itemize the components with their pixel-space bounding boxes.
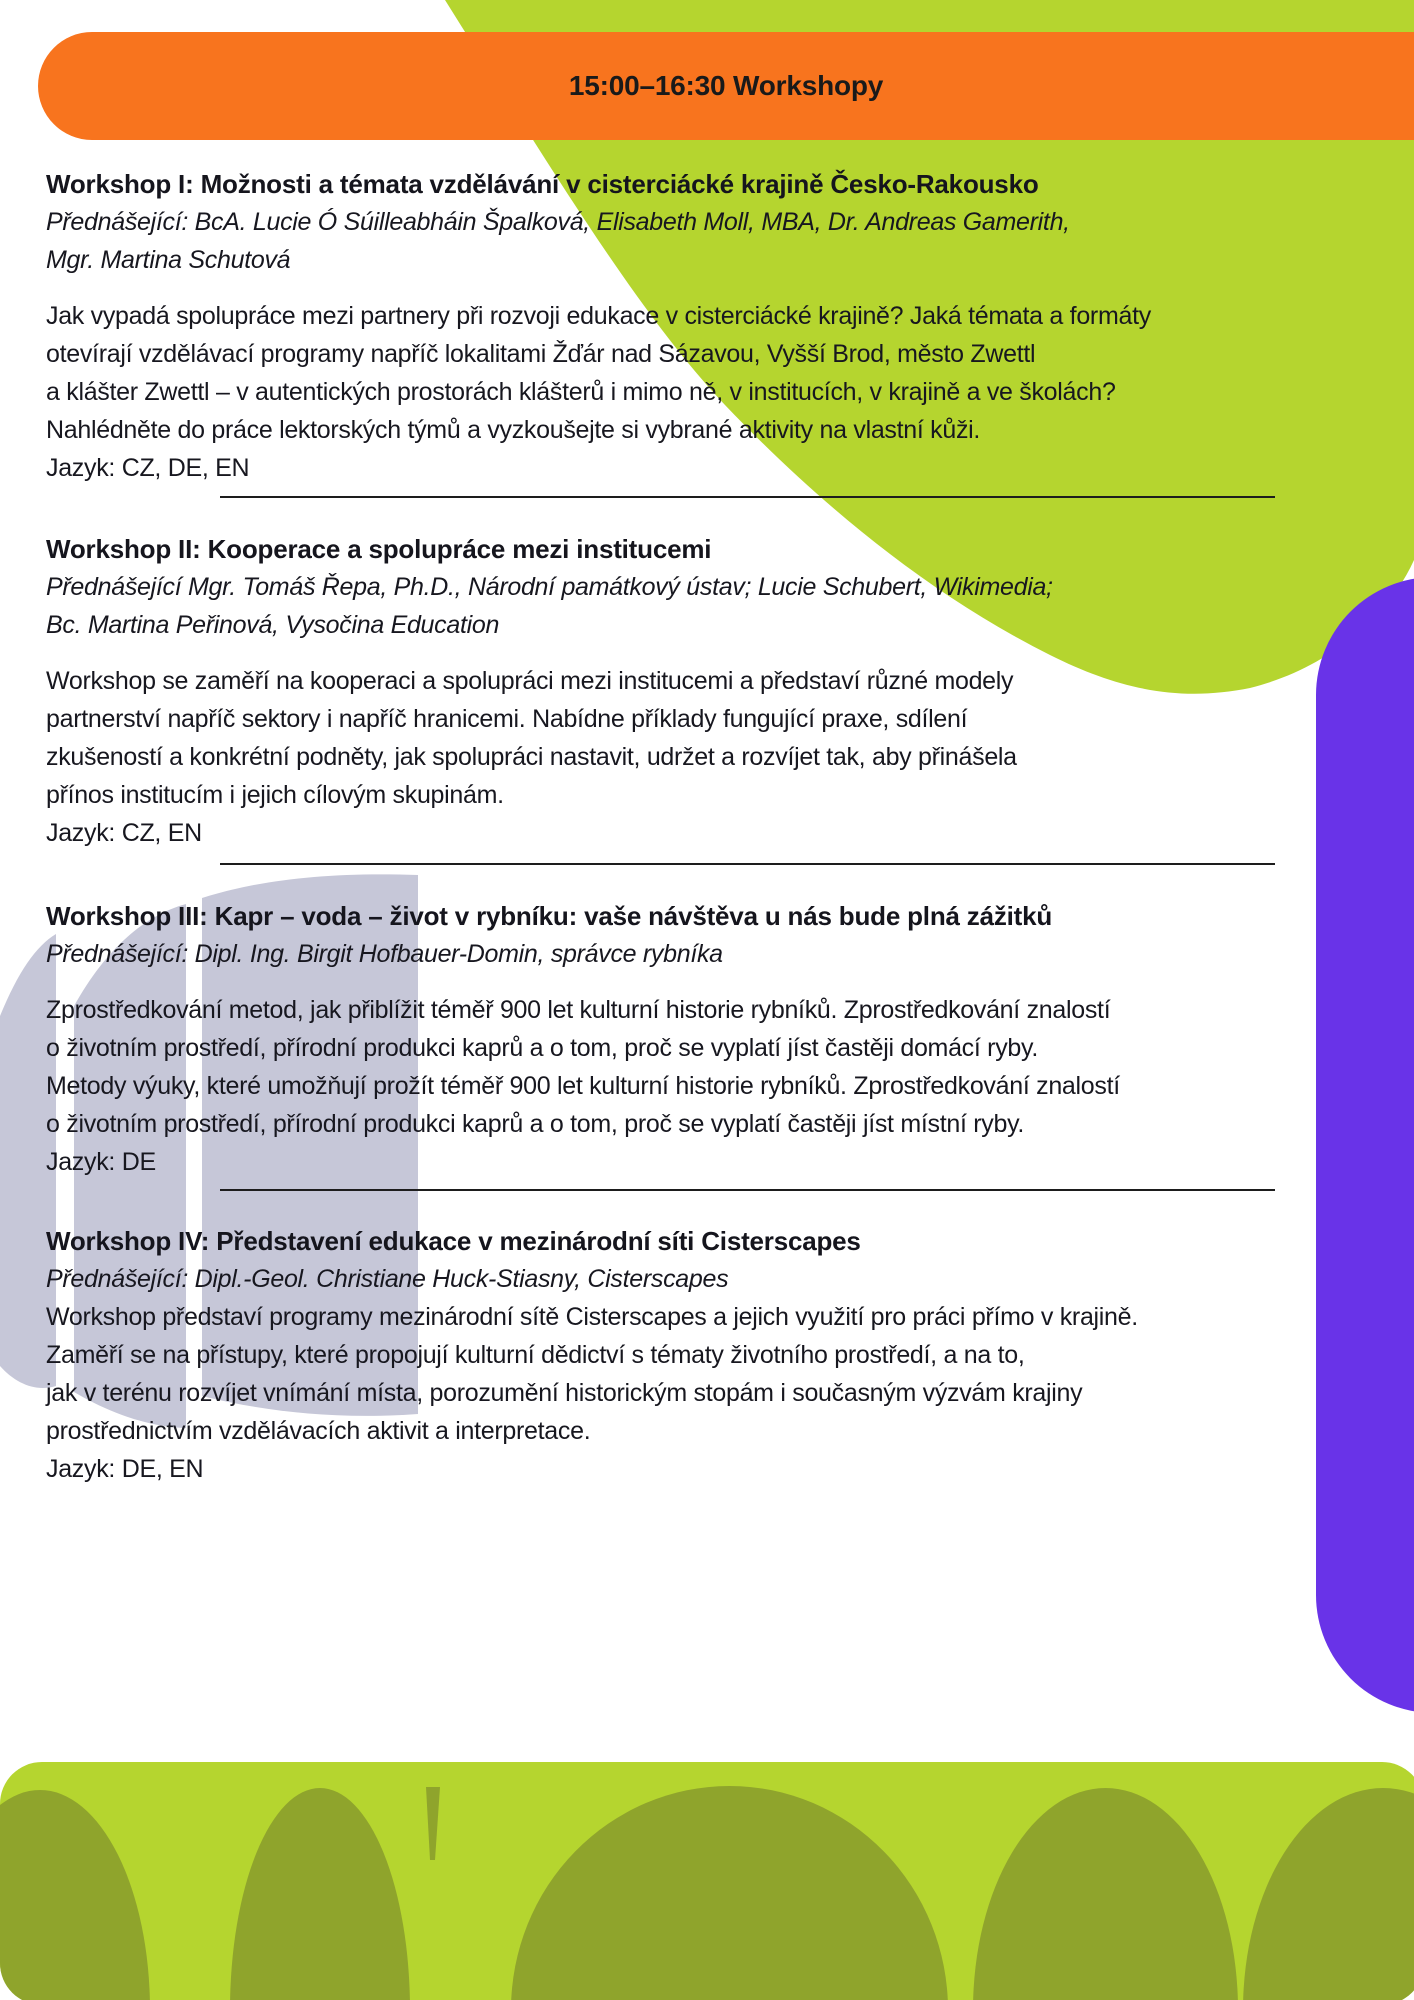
- section-divider: [220, 496, 1275, 498]
- workshop-1-title: Workshop I: Možnosti a témata vzdělávání v cisterciácké krajině Česko-Rakousko: [46, 169, 1039, 199]
- spacer: [46, 644, 1286, 662]
- workshop-3-body: Zprostředkování metod, jak přiblížit téměř 900 let kulturní historie rybníků. Zprostředkování znalostí: [46, 996, 1111, 1024]
- workshop-4-section: [46, 1222, 1286, 1488]
- workshop-2-body: zkušeností a konkrétní podněty, jak spolupráci nastavit, udržet a rozvíjet tak, aby přinášela: [46, 743, 1017, 771]
- workshop-1-body: Jak vypadá spolupráce mezi partnery při rozvoji edukace v cisterciácké krajině? Jaká témata a formáty: [46, 302, 1151, 330]
- workshop-2-title: Workshop II: Kooperace a spolupráce mezi institucemi: [46, 534, 712, 564]
- workshop-4-body: Zaměří se na přístupy, které propojují kulturní dědictví s tématy životního prostředí, a na to,: [46, 1341, 1025, 1369]
- workshop-3-speakers: Přednášející: Dipl. Ing. Birgit Hofbauer-Domin, správce rybníka: [46, 940, 723, 968]
- workshop-4-body: jak v terénu rozvíjet vnímání místa, porozumění historickým stopám i současným výzvám krajiny: [46, 1379, 1083, 1407]
- workshop-1-speakers: Přednášející: BcA. Lucie Ó Súilleabháin Špalková, Elisabeth Moll, MBA, Dr. Andreas Gamerith,: [46, 208, 1070, 236]
- workshop-2-speakers: Bc. Martina Peřinová, Vysočina Education: [46, 611, 500, 639]
- section-divider: [220, 1189, 1275, 1191]
- workshop-1-body: a klášter Zwettl – v autentických prostorách klášterů i mimo ně, v institucích, v krajině a ve školách?: [46, 378, 1116, 406]
- workshop-1-section: [46, 165, 1286, 487]
- workshop-4-language: Jazyk: DE, EN: [46, 1455, 204, 1483]
- workshop-2-language: Jazyk: CZ, EN: [46, 819, 202, 847]
- workshop-3-language: Jazyk: DE: [46, 1148, 156, 1176]
- workshop-3-title: Workshop III: Kapr – voda – život v rybníku: vaše návštěva u nás bude plná zážitků: [46, 901, 1053, 931]
- workshop-2-body: Workshop se zaměří na kooperaci a spolupráci mezi institucemi a představí různé modely: [46, 667, 1014, 695]
- time-banner-label: 15:00–16:30 Workshopy: [568, 70, 884, 101]
- workshop-2-body: přínos institucím i jejich cílovým skupinám.: [46, 781, 504, 809]
- workshop-2-section: [46, 530, 1286, 852]
- spacer: [46, 973, 1286, 991]
- workshop-1-body: Nahlédněte do práce lektorských týmů a vyzkoušejte si vybrané aktivity na vlastní kůži.: [46, 416, 981, 444]
- workshop-2-speakers: Přednášející Mgr. Tomáš Řepa, Ph.D., Národní památkový ústav; Lucie Schubert, Wikimedia;: [46, 573, 1053, 601]
- workshop-3-body: o životním prostředí, přírodní produkci kaprů a o tom, proč se vyplatí jíst častěji domácí ryby.: [46, 1034, 1038, 1062]
- workshop-3-body: Metody výuky, které umožňují prožít téměř 900 let kulturní historie rybníků. Zprostředkování znalostí: [46, 1072, 1120, 1100]
- section-divider: [220, 863, 1275, 865]
- workshop-4-speakers: Přednášející: Dipl.-Geol. Christiane Huck-Stiasny, Cisterscapes: [46, 1265, 729, 1293]
- workshop-4-body: prostřednictvím vzdělávacích aktivit a interpretace.: [46, 1417, 591, 1445]
- workshop-1-language: Jazyk: CZ, DE, EN: [46, 454, 250, 482]
- workshop-4-body: Workshop představí programy mezinárodní sítě Cisterscapes a jejich využití pro práci přímo v krajině.: [46, 1303, 1138, 1331]
- workshop-4-title: Workshop IV: Představení edukace v mezinárodní síti Cisterscapes: [46, 1226, 861, 1256]
- workshop-2-body: partnerství napříč sektory i napříč hranicemi. Nabídne příklady fungující praxe, sdílení: [46, 705, 968, 733]
- workshop-3-section: [46, 897, 1286, 1181]
- workshop-1-speakers: Mgr. Martina Schutová: [46, 246, 291, 274]
- spacer: [46, 279, 1286, 297]
- workshop-1-body: otevírají vzdělávací programy napříč lokalitami Žďár nad Sázavou, Vyšší Brod, město Zwettl: [46, 340, 1036, 368]
- workshop-3-body: o životním prostředí, přírodní produkci kaprů a o tom, proč se vyplatí častěji jíst místní ryby.: [46, 1110, 1025, 1138]
